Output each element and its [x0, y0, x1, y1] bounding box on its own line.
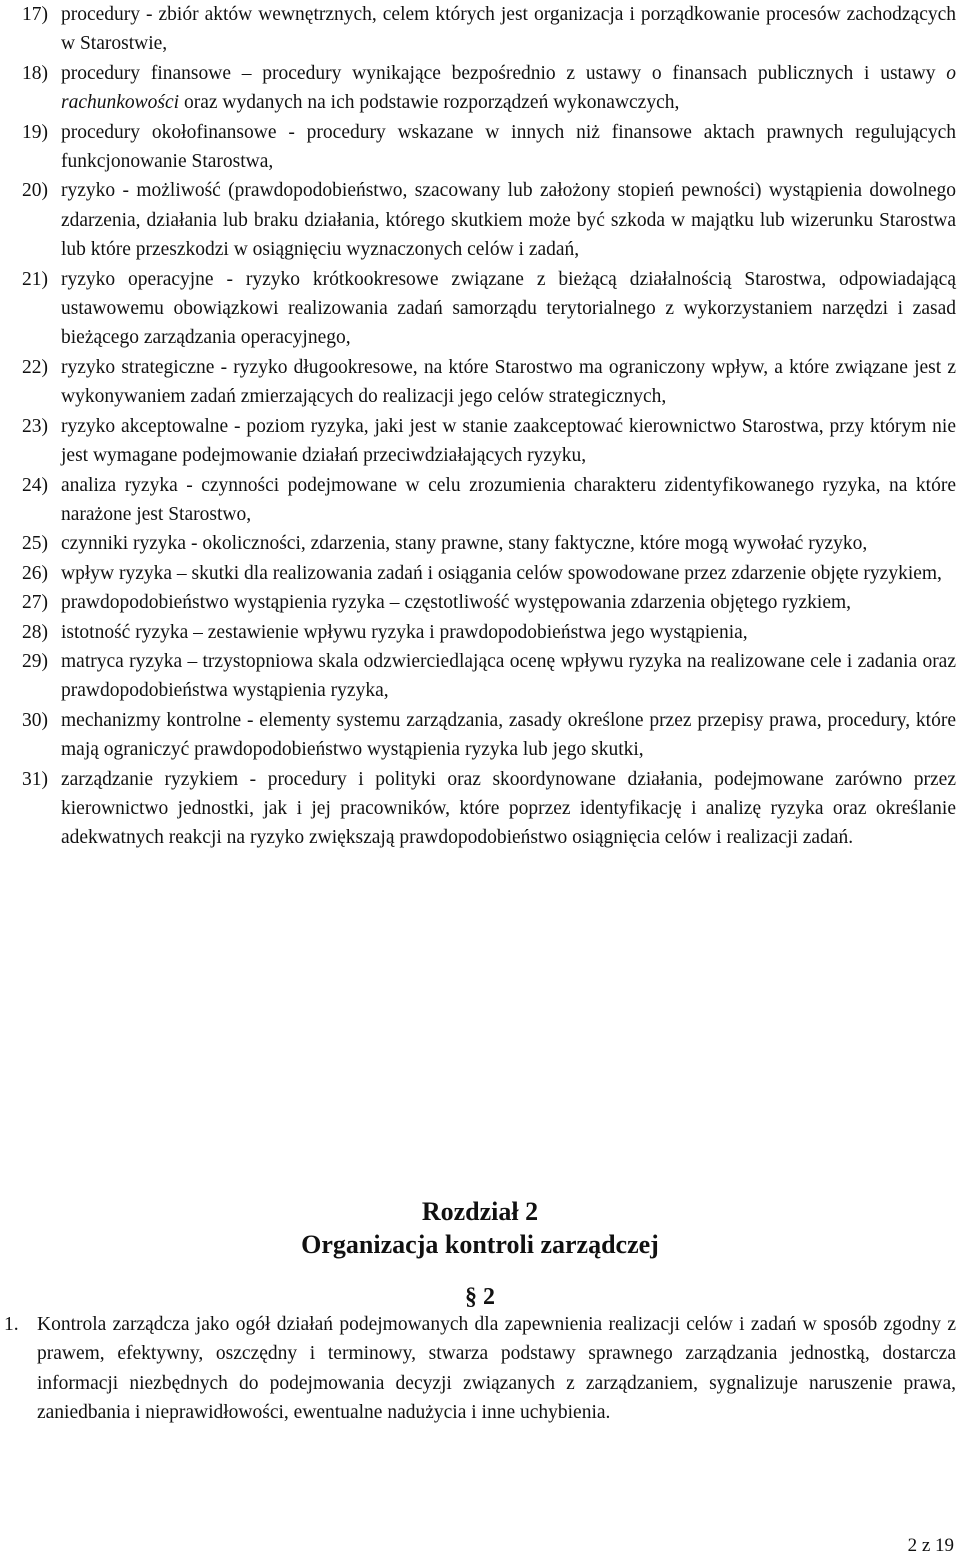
definition-item [0, 529, 960, 558]
definition-item [0, 765, 960, 853]
definition-number: 26) [22, 562, 48, 584]
definition-text: zarządzanie ryzykiem - procedury i polityki oraz skoordynowane działania, podejmowane zarówno przez kierownictwo jednostki, jak i jej pracowników, które poprzez identyfikację i analizę ryzyka oraz określanie adekwatnych reakcji na ryzyko zwiększają prawdopodobieństwo osiągnięcia celów i realizacji zadań. [61, 768, 956, 849]
definition-text: procedury - zbiór aktów wewnętrznych, celem których jest organizacja i porządkowanie procesów zachodzących w Starostwie, [61, 4, 956, 55]
definition-item [0, 59, 960, 118]
definition-item [0, 118, 960, 177]
definition-number: 31) [22, 768, 48, 790]
definition-text: ryzyko - możliwość (prawdopodobieństwo, szacowany lub założony stopień pewności) wystąpienia dowolnego zdarzenia, działania lub braku działania, którego skutkiem może być szkoda w majątku lub wizerunku Starostwa lub które przeszkodzi w osiągnięciu wyznaczonych celów i zadań, [61, 180, 956, 261]
definition-text: ryzyko akceptowalne - poziom ryzyka, jaki jest w stanie zaakceptować kierownictwo Starostwa, przy którym nie jest wymagane podejmowanie działań przeciwdziałających ryzyku, [61, 415, 956, 467]
definition-text: ryzyko operacyjne - ryzyko krótkookresowe związane z bieżącą działalnością Starostwa, odpowiadającą ustawowemu obowiązkowi realizowania zadań samorządu terytorialnego z wykorzystaniem narzędzi i zasad bieżącego zarządzania operacyjnego, [61, 268, 956, 349]
definition-text: prawdopodobieństwo wystąpienia ryzyka – częstotliwość występowania zdarzenia objętego ryzkiem, [61, 592, 852, 614]
definition-item [0, 618, 960, 647]
chapter-title: Organizacja kontroli zarządczej [301, 1230, 659, 1259]
definition-number: 30) [22, 709, 48, 731]
definition-text: mechanizmy kontrolne - elementy systemu zarządzania, zasady określone przez przepisy prawa, procedury, które mają ograniczyć prawdopodobieństwo wystąpienia ryzyka lub jego skutki, [61, 709, 956, 761]
section-symbol: § [465, 1284, 477, 1310]
definition-number: 25) [22, 533, 48, 555]
definition-item [0, 0, 960, 59]
definition-number: 17) [22, 4, 48, 25]
definition-text: matryca ryzyka – trzystopniowa skala odzwierciedlająca ocenę wpływu ryzyka na realizowane cele i zadania oraz prawdopodobieństwa wystąpienia ryzyka, [61, 650, 956, 702]
definition-item [0, 353, 960, 412]
paragraph-text: Kontrola zarządcza jako ogół działań podejmowanych dla zapewnienia realizacji celów i zadań w sposób zgodny z prawem, efektywny, oszczędny i terminowy, stwarza podstawy sprawnego zarządzania jednostką, dostarcza informacji niezbędnych do podejmowania decyzji związanych z zarządzaniem, sygnalizuje naruszenie prawa, zaniedbania i nieprawidłowości, ewentualne nadużycia i inne uchybienia. [37, 1314, 956, 1424]
section-number: 2 [483, 1284, 495, 1310]
definition-item [0, 559, 960, 588]
definition-text: procedury okołofinansowe - procedury wskazane w innych niż finansowe aktach prawnych regulujących funkcjonowanie Starostwa, [61, 121, 956, 173]
definition-item [0, 471, 960, 530]
definition-text: ryzyko strategiczne - ryzyko długookresowe, na które Starostwo ma ograniczony wpływ, a które związane jest z wykonywaniem zadań zmierzających do realizacji jego celów strategicznych, [61, 356, 956, 408]
definition-number: 28) [22, 621, 48, 643]
chapter-number: Rozdział 2 [421, 1197, 539, 1226]
definition-number: 22) [22, 356, 48, 378]
definition-text-part: procedury finansowe – procedury wynikające bezpośrednio z ustawy o finansach publicznych i ustawy [61, 62, 947, 84]
paragraph-item [0, 1310, 960, 1428]
definition-number: 24) [22, 474, 48, 496]
definition-item [0, 176, 960, 264]
definition-item [0, 647, 960, 706]
paragraph-number: 1. [4, 1314, 19, 1335]
definition-number: 23) [22, 415, 48, 437]
definition-text: istotność ryzyka – zestawienie wpływu ryzyka i prawdopodobieństwa jego wystąpienia, [61, 621, 748, 643]
definition-number: 20) [22, 180, 48, 202]
section-paragraphs [0, 1310, 960, 1428]
definition-item [0, 706, 960, 765]
definition-text: czynniki ryzyka - okoliczności, zdarzenia, stany prawne, stany faktyczne, które mogą wywołać ryzyko, [61, 533, 868, 555]
definition-item [0, 265, 960, 353]
definition-number: 27) [22, 592, 48, 614]
definition-text: analiza ryzyka - czynności podejmowane w celu zrozumienia charakteru zidentyfikowanego ryzyka, na które narażone jest Starostwo, [61, 474, 956, 525]
definition-number: 21) [22, 268, 48, 290]
definition-number: 29) [22, 650, 48, 672]
definition-item [0, 412, 960, 471]
definition-number: 18) [22, 62, 48, 84]
definition-text-part: oraz wydanych na ich podstawie rozporządzeń wykonawczych, [179, 92, 680, 114]
definition-item [0, 588, 960, 617]
definition-text-italic: o rachunkowości [61, 62, 956, 114]
definition-text [61, 59, 956, 118]
definition-text: wpływ ryzyka – skutki dla realizowania zadań i osiągania celów spowodowane przez zdarzenie objęte ryzykiem, [61, 562, 942, 584]
page-number: 2 z 19 [907, 1535, 954, 1556]
definition-number: 19) [22, 121, 48, 143]
section-heading [0, 1282, 960, 1312]
